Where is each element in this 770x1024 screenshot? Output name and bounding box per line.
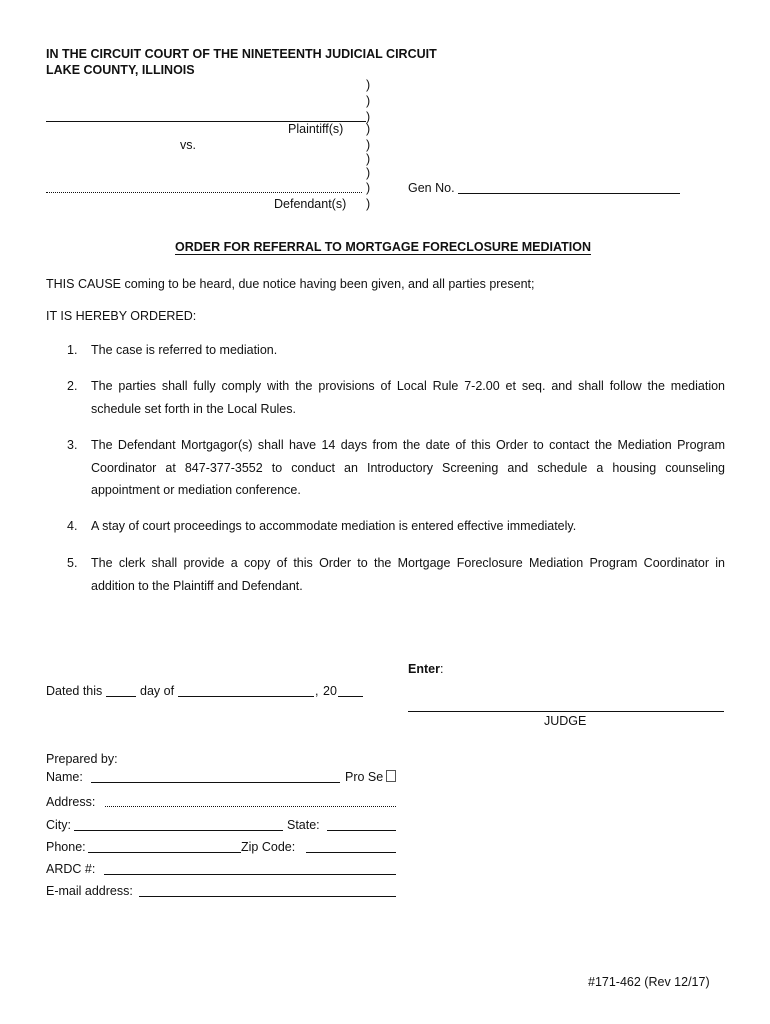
dated-comma: , [315, 684, 319, 698]
city-field[interactable] [74, 830, 283, 831]
dated-year-prefix: 20 [323, 684, 337, 698]
caption-paren: ) [366, 166, 371, 180]
zip-field[interactable] [306, 852, 396, 853]
state-field[interactable] [327, 830, 396, 831]
phone-label: Phone: [46, 840, 86, 854]
zip-label: Zip Code: [241, 840, 296, 854]
ordered-heading: IT IS HEREBY ORDERED: [46, 309, 197, 323]
name-label: Name: [46, 770, 83, 784]
ardc-label: ARDC #: [46, 862, 96, 876]
city-label: City: [46, 818, 71, 832]
item-text: A stay of court proceedings to accommodate mediation is entered effective immediately. [91, 519, 577, 533]
name-field[interactable] [91, 782, 340, 783]
dated-day-of: day of [140, 684, 175, 698]
dated-year-field[interactable] [338, 696, 363, 697]
item-text: The case is referred to mediation. [91, 343, 278, 357]
caption-paren: ) [366, 181, 371, 195]
caption-paren: ) [366, 110, 371, 124]
judge-signature-line[interactable] [408, 711, 724, 712]
court-name: IN THE CIRCUIT COURT OF THE NINETEENTH JUDICIAL CIRCUIT [46, 47, 437, 61]
item-text: The parties shall fully comply with the provisions of Local Rule 7-2.00 et seq. and shall follow the mediation schedule set forth in the Local Rules. [91, 379, 725, 416]
caption-paren: ) [366, 78, 371, 92]
email-field[interactable] [139, 896, 396, 897]
plaintiff-label: Plaintiff(s) [288, 122, 344, 136]
county-name: LAKE COUNTY, ILLINOIS [46, 63, 195, 77]
item-number: 4. [67, 519, 78, 533]
prepared-by-heading: Prepared by: [46, 752, 118, 766]
item-number: 5. [67, 556, 78, 570]
email-label: E-mail address: [46, 884, 133, 898]
item-text: The Defendant Mortgagor(s) shall have 14 days from the date of this Order to contact the Mediation Program Coordinator at 847-377-3552 to conduct an Introductory Screening and schedule a housing counseling appointment or mediation conference. [91, 438, 725, 497]
pro-se-option[interactable]: Pro Se [345, 770, 396, 785]
ardc-field[interactable] [104, 874, 396, 875]
gen-no-label: Gen No. [408, 181, 455, 195]
form-number: #171-462 (Rev 12/17) [588, 975, 710, 989]
defendant-label: Defendant(s) [274, 197, 347, 211]
caption-paren: ) [366, 138, 371, 152]
address-label: Address: [46, 795, 96, 809]
gen-no-field[interactable] [458, 193, 680, 194]
state-label: State: [287, 818, 320, 832]
phone-field[interactable] [88, 852, 241, 853]
item-number: 2. [67, 379, 78, 393]
dated-month-field[interactable] [178, 696, 314, 697]
item-number: 3. [67, 438, 78, 452]
item-text: The clerk shall provide a copy of this Order to the Mortgage Foreclosure Mediation Program Coordinator in addition to the Plaintiff and Defendant. [91, 556, 725, 593]
judge-label: JUDGE [544, 714, 587, 728]
vs-label: vs. [180, 138, 196, 152]
caption-paren: ) [366, 94, 371, 108]
caption-paren: ) [366, 197, 371, 211]
order-title: ORDER FOR REFERRAL TO MORTGAGE FORECLOSURE MEDIATION [175, 240, 591, 254]
defendant-name-line[interactable] [46, 192, 362, 193]
address-field[interactable] [105, 806, 396, 807]
enter-label: Enter: [408, 662, 444, 676]
item-number: 1. [67, 343, 78, 357]
intro-text: THIS CAUSE coming to be heard, due notice having been given, and all parties present; [46, 277, 535, 291]
pro-se-checkbox[interactable] [386, 770, 396, 782]
dated-day-field[interactable] [106, 696, 136, 697]
caption-paren: ) [366, 152, 371, 166]
caption-paren: ) [366, 122, 371, 136]
dated-prefix: Dated this [46, 684, 103, 698]
